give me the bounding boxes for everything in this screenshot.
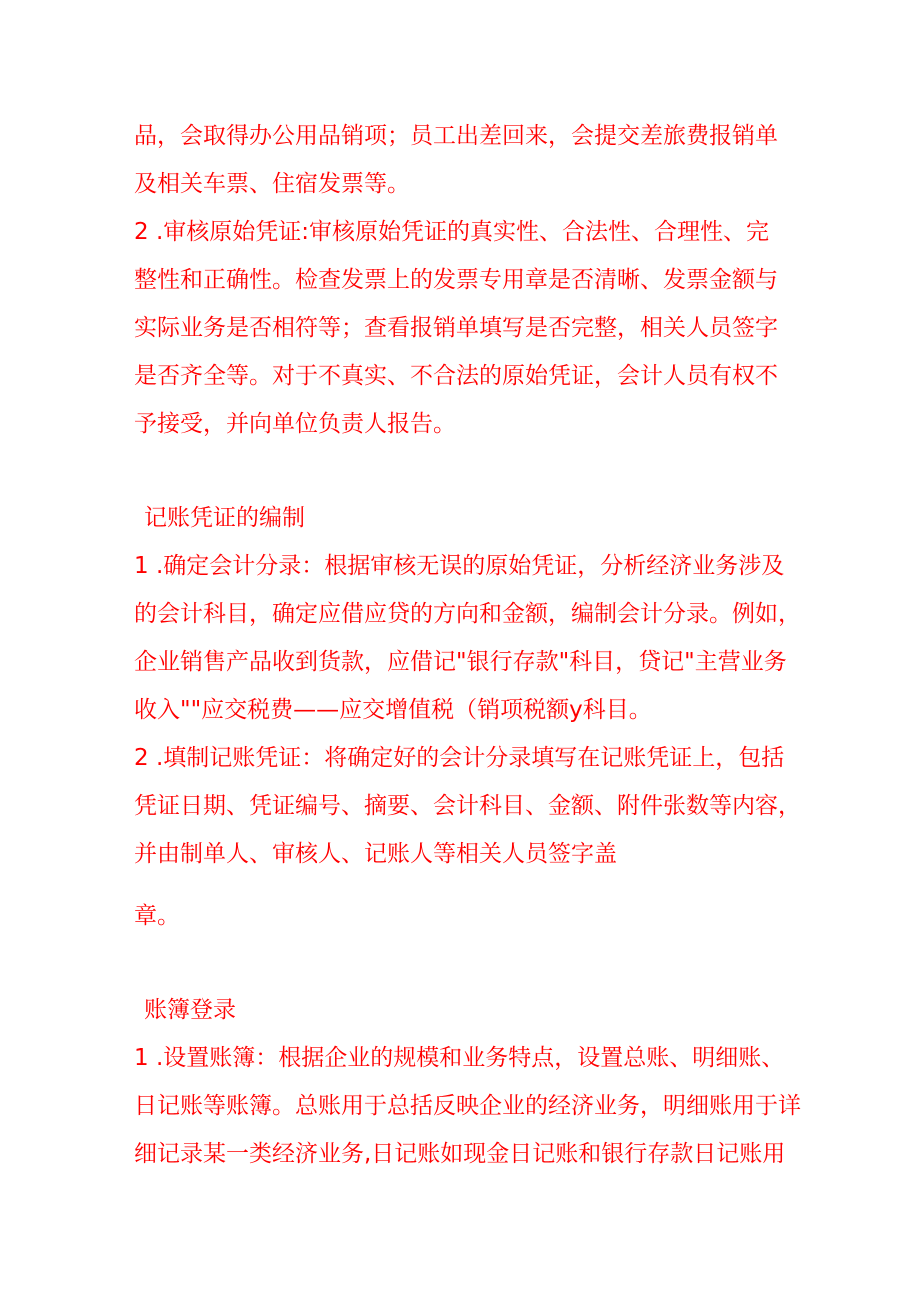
- text-line: 是否齐全等。对于不真实、不合法的原始凭证，会计人员有权不: [134, 363, 778, 389]
- paragraph-journal-entries: [134, 542, 814, 734]
- text-line: 凭证日期、凭证编号、摘要、会计科目、金额、附件张数等内容，: [134, 793, 801, 819]
- section-spacer: [134, 940, 814, 986]
- text-line: 品，会取得办公用品销项；员工出差回来，会提交差旅费报销单: [134, 123, 778, 149]
- text-line: 实际业务是否相符等；查看报销单填写是否完整，相关人员签字: [134, 315, 778, 341]
- text-line: 章。: [134, 903, 180, 929]
- section-heading-ledger-entry: 账簿登录: [144, 997, 236, 1023]
- paragraph-set-up-ledgers: [134, 1034, 814, 1178]
- section-spacer: [134, 448, 814, 494]
- text-line: 收入""应交税费——应交增值税（销项税额y科目。: [134, 697, 652, 723]
- text-line: 日记账等账簿。总账用于总括反映企业的经济业务，明细账用于详: [134, 1093, 801, 1119]
- text-line: 并由制单人、审核人、记账人等相关人员签字盖: [134, 841, 617, 867]
- text-line: 1 .设置账簿：根据企业的规模和业务特点，设置总账、明细账、: [134, 1045, 785, 1071]
- text-line: 整性和正确性。检查发票上的发票专用章是否清晰、发票金额与: [134, 267, 778, 293]
- document-body: [134, 112, 814, 1178]
- line-spacer: [134, 878, 814, 892]
- text-line: 2 .审核原始凭证:审核原始凭证的真实性、合法性、合理性、完: [134, 219, 770, 245]
- text-line: 的会计科目，确定应借应贷的方向和金额，编制会计分录。例如，: [134, 601, 801, 627]
- text-line: 企业销售产品收到货款，应借记"银行存款"科目，贷记"主营业务: [134, 649, 787, 675]
- text-line: 1 .确定会计分录：根据审核无误的原始凭证，分析经济业务涉及: [134, 553, 785, 579]
- text-line: 予接受，并向单位负责人报告。: [134, 411, 456, 437]
- paragraph-fill-vouchers: [134, 734, 814, 940]
- text-line: 细记录某一类经济业务,日记账如现金日记账和银行存款日记账用: [134, 1141, 786, 1167]
- text-line: 及相关车票、住宿发票等。: [134, 171, 410, 197]
- text-line: 2 .填制记账凭证：将确定好的会计分录填写在记账凭证上，包括: [134, 745, 785, 771]
- paragraph-continuation: [134, 112, 814, 208]
- section-heading-voucher-preparation: 记账凭证的编制: [144, 505, 305, 531]
- paragraph-review-vouchers: [134, 208, 814, 448]
